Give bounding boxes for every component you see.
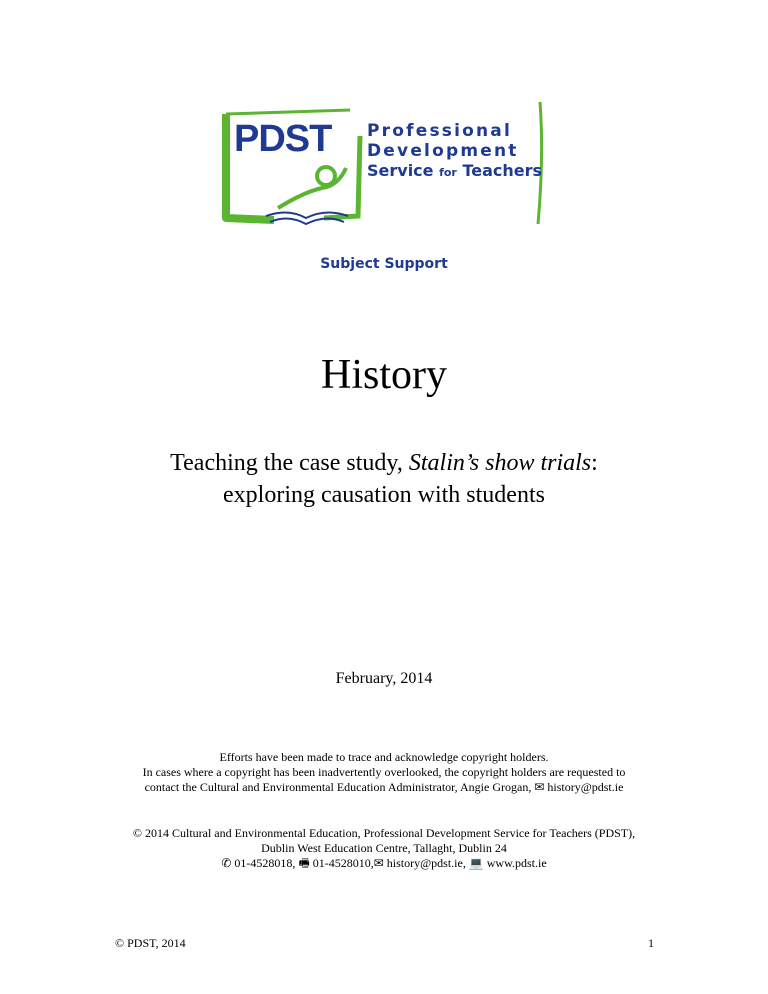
logo-abbreviation: PDST [234,118,332,160]
copyright-line-2: Dublin West Education Centre, Tallaght, Dublin 24 [261,841,507,855]
case-study-title: Stalin’s show trials [408,450,592,476]
logo-line-service: Service for Teachers [367,161,543,180]
copyright-line-1: © 2014 Cultural and Environmental Education, Professional Development Service for Teachers (PDST), [132,826,636,840]
page-number: 1 [648,936,654,950]
footer-copyright: © PDST, 2014 [115,936,186,950]
subtitle-line-1: Teaching the case study, Stalin’s show trials: [170,450,598,476]
page-subtitle [0,447,768,511]
logo-line-professional: Professional [367,121,512,141]
copyright-notice [0,750,768,795]
pdst-logo [222,96,544,230]
logo-wordmark [367,121,542,183]
subject-support-label: Subject Support [320,256,448,272]
contact-line: ✆ 01-4528018, 🖷 01-4528010,✉ history@pdst.ie, 💻 www.pdst.ie [221,856,547,870]
page-title: History [321,352,447,398]
subtitle-line-2: exploring causation with students [223,482,545,508]
copyright-notice-line-3: contact the Cultural and Environmental Education Administrator, Angie Grogan, ✉ history@pdst.ie [144,780,624,794]
copyright-block [0,826,768,871]
publication-date: February, 2014 [335,670,433,687]
copyright-notice-line-2: In cases where a copyright has been inadvertently overlooked, the copyright holders are requested to [142,765,626,779]
logo-line-development: Development [367,141,519,161]
copyright-notice-line-1: Efforts have been made to trace and acknowledge copyright holders. [219,750,549,764]
